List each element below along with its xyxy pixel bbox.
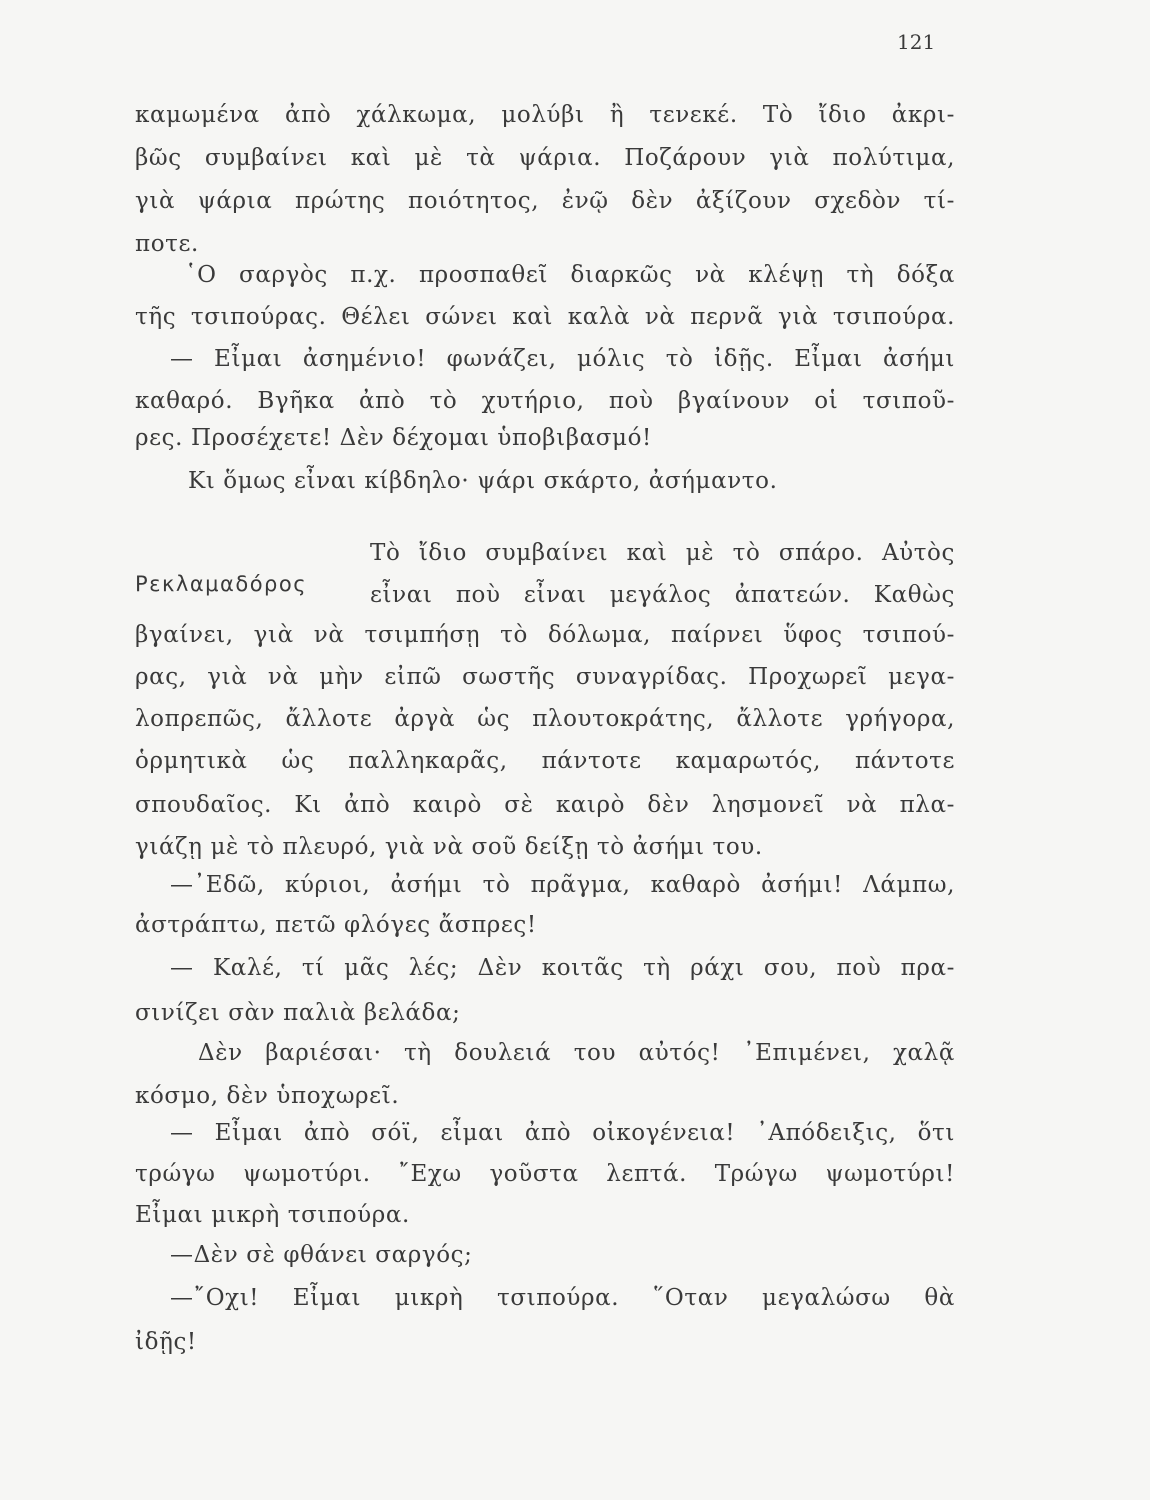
text-line: ἰδῇς! (135, 1329, 197, 1355)
text-line: Κι ὅμως εἶναι κίβδηλο· ψάρι σκάρτο, ἀσήμαντο. (188, 468, 778, 494)
text-line: βῶς συμβαίνει καὶ μὲ τὰ ψάρια. Ποζάρουν γιὰ πολύτιμα, (135, 145, 955, 171)
page-number: 121 (897, 30, 936, 54)
text-line: Δὲν βαριέσαι· τὴ δουλειά του αὐτός! ᾿Επιμένει, χαλᾷ (198, 1040, 955, 1066)
text-line: ρας, γιὰ νὰ μὴν εἰπῶ σωστῆς συναγρίδας. Προχωρεῖ μεγα- (135, 664, 955, 690)
text-line: γιάζῃ μὲ τὸ πλευρό, γιὰ νὰ σοῦ δείξῃ τὸ ἀσήμι του. (135, 834, 763, 860)
text-line: ποτε. (135, 231, 199, 257)
text-line: σπουδαῖος. Κι ἀπὸ καιρὸ σὲ καιρὸ δὲν λησμονεῖ νὰ πλα- (135, 792, 955, 818)
text-line: ἀστράπτω, πετῶ φλόγες ἄσπρες! (135, 912, 537, 938)
text-line: —Δὲν σὲ φθάνει σαργός; (170, 1242, 473, 1268)
text-line: ὁρμητικὰ ὡς παλληκαρᾶς, πάντοτε καμαρωτός, πάντοτε (135, 748, 955, 774)
text-line: Εἶμαι μικρὴ τσιπούρα. (135, 1202, 410, 1228)
text-line: — Καλέ, τί μᾶς λές; Δὲν κοιτᾶς τὴ ράχι σου, ποὺ πρα- (170, 955, 955, 981)
text-line: Τὸ ἴδιο συμβαίνει καὶ μὲ τὸ σπάρο. Αὐτὸς (370, 540, 955, 566)
text-line: —᾿Εδῶ, κύριοι, ἀσήμι τὸ πρᾶγμα, καθαρὸ ἀσήμι! Λάμπω, (170, 872, 955, 898)
text-line: ρες. Προσέχετε! Δὲν δέχομαι ὑποβιβασμό! (135, 425, 652, 451)
text-line: — Εἶμαι ἀσημένιο! φωνάζει, μόλις τὸ ἰδῇς. Εἶμαι ἀσήμι (170, 346, 955, 372)
text-line: ῾Ο σαργὸς π.χ. προσπαθεῖ διαρκῶς νὰ κλέψῃ τὴ δόξα (185, 262, 955, 288)
text-line: κόσμο, δὲν ὑποχωρεῖ. (135, 1083, 400, 1109)
text-line: γιὰ ψάρια πρώτης ποιότητος, ἐνῷ δὲν ἀξίζουν σχεδὸν τί- (135, 188, 955, 214)
text-line: καθαρό. Βγῆκα ἀπὸ τὸ χυτήριο, ποὺ βγαίνουν οἱ τσιποῦ- (135, 388, 955, 414)
text-line: —῎Οχι! Εἶμαι μικρὴ τσιπούρα. ῞Οταν μεγαλώσω θὰ (170, 1285, 955, 1311)
text-line: σινίζει σὰν παλιὰ βελάδα; (135, 1000, 461, 1026)
text-line: εἶναι ποὺ εἶναι μεγάλος ἀπατεών. Καθὼς (370, 582, 955, 608)
text-line: βγαίνει, γιὰ νὰ τσιμπήσῃ τὸ δόλωμα, παίρνει ὕφος τσιπού- (135, 622, 955, 648)
text-line: — Εἶμαι ἀπὸ σόϊ, εἶμαι ἀπὸ οἰκογένεια! ᾿Απόδειξις, ὅτι (170, 1120, 955, 1146)
text-line: τῆς τσιπούρας. Θέλει σώνει καὶ καλὰ νὰ περνᾶ γιὰ τσιπούρα. (135, 304, 955, 330)
text-line: τρώγω ψωμοτύρι. ῎Εχω γοῦστα λεπτά. Τρώγω ψωμοτύρι! (135, 1161, 955, 1187)
text-line: καμωμένα ἀπὸ χάλκωμα, μολύβι ἢ τενεκέ. Τὸ ἴδιο ἀκρι- (135, 102, 955, 128)
margin-note: Ρεκλαμαδόρος (135, 572, 308, 596)
text-line: λοπρεπῶς, ἄλλοτε ἀργὰ ὡς πλουτοκράτης, ἄλλοτε γρήγορα, (135, 706, 955, 732)
